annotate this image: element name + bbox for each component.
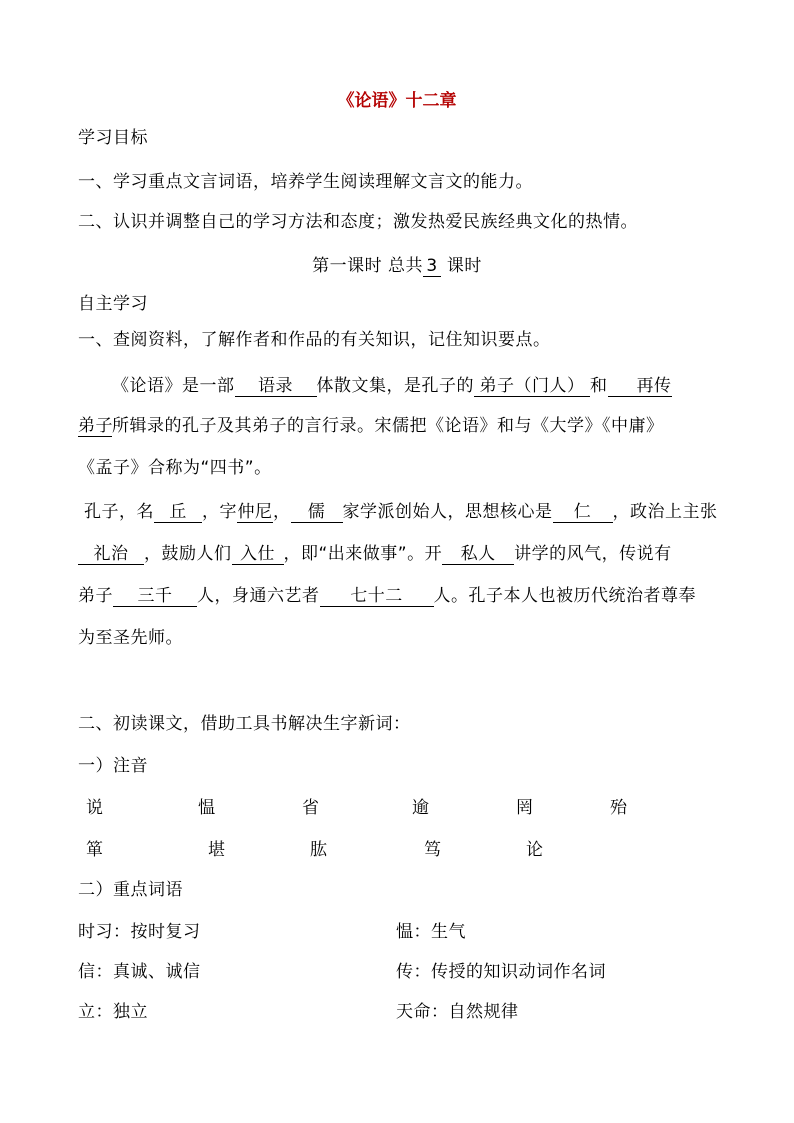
blank-ru: 儒 — [291, 502, 343, 523]
lesson-prefix: 第一课时 总共 — [312, 256, 423, 276]
char-wang: 罔 — [516, 798, 533, 818]
p1-text-c: 体散文集，是孔子的 — [316, 376, 474, 396]
char-dan: 箪 — [86, 840, 103, 860]
p1-line-3: 《孟子》合称为“四书”。 — [78, 458, 272, 478]
vocab-left-2: 信：真诚、诚信 — [78, 962, 201, 982]
p1-line-2 — [78, 414, 664, 438]
blank-siren: 私人 — [442, 544, 514, 565]
blank-qiu: 丘 — [154, 502, 202, 523]
p2-text-i: 讲学的风气，传说有 — [514, 544, 672, 564]
vocab-right-2: 传：传授的知识动词作名词 — [396, 962, 606, 982]
p2-text-k: 人，身通六艺者 — [197, 586, 320, 606]
page-title: 《论语》十二章 — [337, 91, 457, 111]
goal-1: 一、学习重点文言词语，培养学生阅读理解文言文的能力。 — [78, 172, 533, 192]
self-study-heading: 自主学习 — [78, 294, 148, 314]
p2-line-2 — [78, 542, 672, 566]
p2-line-3 — [78, 584, 696, 608]
char-yu: 逾 — [412, 798, 429, 818]
blank-yulu: 语录 — [235, 376, 317, 397]
task-1: 一、查阅资料，了解作者和作品的有关知识，记住知识要点。 — [78, 330, 551, 350]
lesson-suffix: 课时 — [441, 256, 482, 276]
blank-sanqian: 三千 — [113, 586, 197, 607]
p2-text-c: ，字 — [202, 502, 237, 522]
lesson-line — [0, 254, 794, 278]
task-2: 二、初读课文，借助工具书解决生字新词： — [78, 714, 411, 734]
char-du: 笃 — [424, 840, 441, 860]
p2-text-j: 弟子 — [78, 586, 113, 606]
vocab-left-1: 时习：按时复习 — [78, 922, 201, 942]
char-shuo: 说 — [86, 798, 103, 818]
vocab-left-3: 立：独立 — [78, 1002, 148, 1022]
lesson-count: 3 — [423, 256, 441, 277]
blank-zaichuan: 再传 — [608, 376, 672, 397]
blank-rushi: 入仕 — [232, 544, 284, 565]
p2-line-1 — [84, 500, 718, 524]
char-dai: 殆 — [610, 798, 627, 818]
char-yun: 愠 — [198, 798, 215, 818]
vocab-right-1: 愠：生气 — [396, 922, 466, 942]
p2-line-4: 为至圣先师。 — [78, 628, 183, 648]
char-lun: 论 — [526, 840, 543, 860]
p2-text-h: ，即“出来做事”。开 — [283, 544, 443, 564]
blank-ren: 仁 — [553, 502, 613, 523]
p1-text-d: 和 — [590, 376, 608, 396]
pinyin-heading: 一）注音 — [78, 756, 148, 776]
blank-qishier: 七十二 — [320, 586, 434, 607]
blank-lizhi: 礼治 — [78, 544, 144, 565]
p1-text-e: 所辑录的孔子及其弟子的言行录。宋儒把《论语》和与《大学》《中庸》 — [112, 416, 664, 436]
p1-text-a: 《论语》是一部 — [112, 376, 235, 396]
char-xing: 省 — [302, 798, 319, 818]
p2-text-d: ， — [273, 502, 291, 522]
p2-text-a: 孔子，名 — [84, 502, 154, 522]
p2-text-e: 家学派创始人，思想核心是 — [342, 502, 553, 522]
blank-zhongni: 仲尼 — [237, 502, 273, 522]
p2-text-g: ，鼓励人们 — [144, 544, 232, 564]
char-gong: 肱 — [310, 840, 327, 860]
p1-line-1 — [112, 374, 672, 398]
goals-heading: 学习目标 — [78, 128, 148, 148]
p2-text-l: 人。孔子本人也被历代统治者尊奉 — [433, 586, 696, 606]
blank-zaichuan-cont: 弟子 — [78, 416, 113, 436]
vocab-heading: 二）重点词语 — [78, 880, 183, 900]
p2-text-f: ，政治上主张 — [612, 502, 718, 522]
vocab-right-3: 天命：自然规律 — [396, 1002, 519, 1022]
goal-2: 二、认识并调整自己的学习方法和态度；激发热爱民族经典文化的热情。 — [78, 212, 638, 232]
char-kan: 堪 — [208, 840, 225, 860]
blank-dizi: 弟子（门人） — [474, 376, 590, 397]
